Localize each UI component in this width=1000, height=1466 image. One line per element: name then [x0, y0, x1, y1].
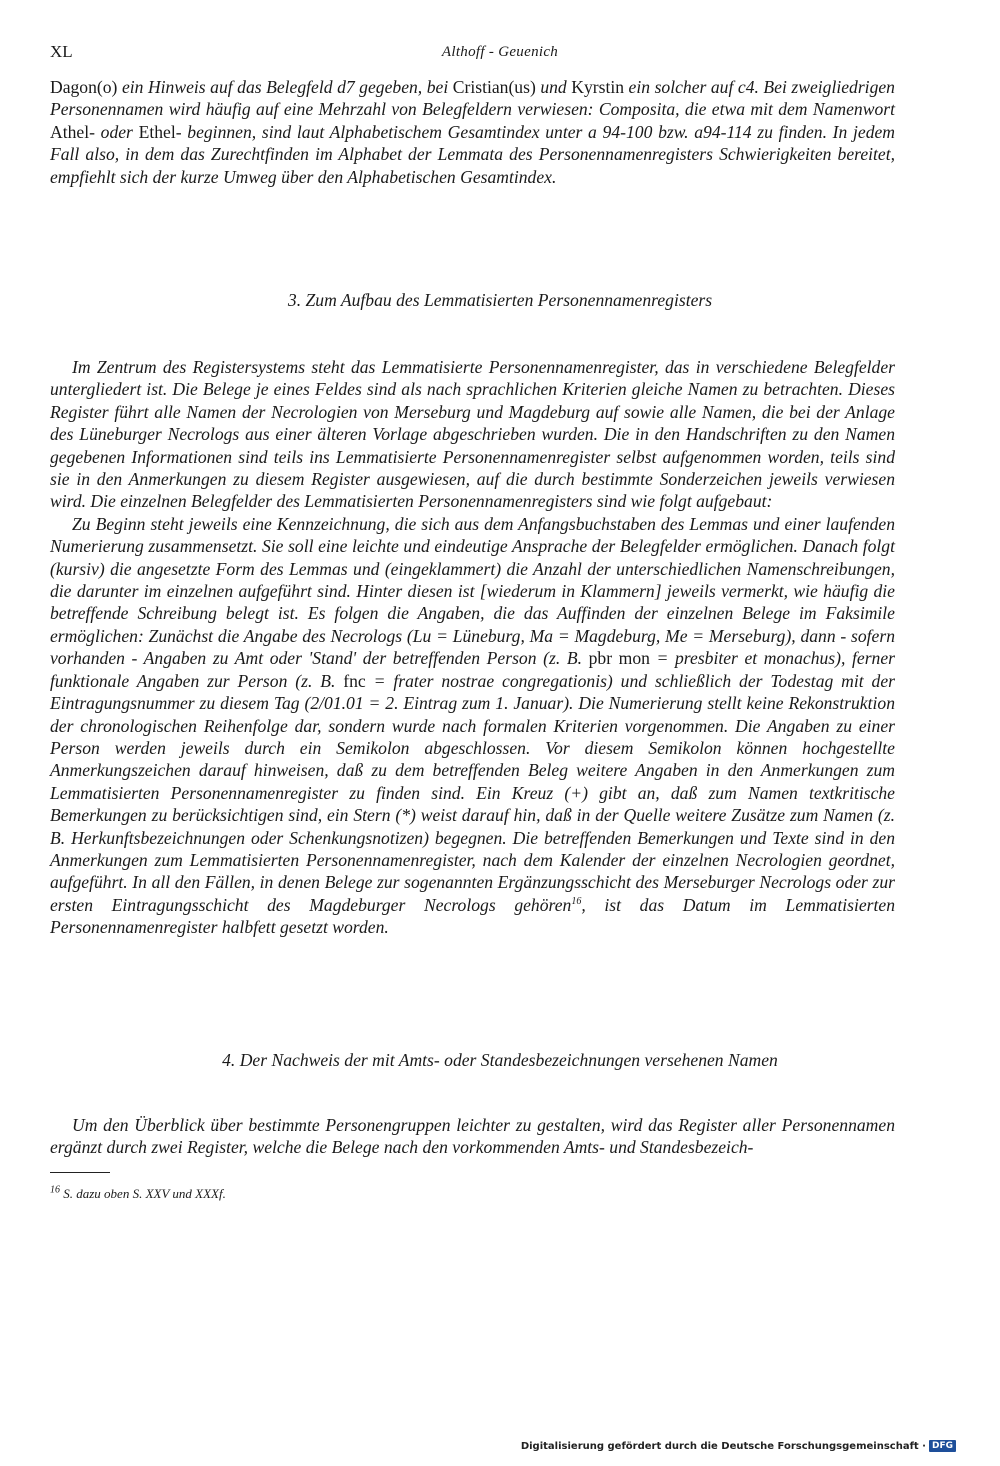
text-run: Im Zentrum des Registersystems steht das Lemmatisierte Personennamenregister, das in verschiedene Belegfelder untergliedert ist. Die Belege je eines Feldes sind als nach sprachlichen Kriterien gleiche Namen zu betrachten. Dieses Register führt alle Namen der Necrologien von Merseburg und Magdeburg auf sowie alle Namen, die bei der Anlage des Lüneburger Necrologs aus einer älteren Vorlage abgeschrieben wurden. Die in den Handschriften zu den Namen gegebenen Informationen sind teils ins Lemmatisierte Personennamenregister selbst aufgenommen worden, teils sind sie in den Anmerkungen zu diesem Register ausgewiesen, auf die durch bestimmte Sonderzeichen jeweils verwiesen wird. Die einzelnen Belegfelder des Lemmatisierten Personennamenregisters sind wie folgt aufgebaut: [50, 357, 895, 512]
intro-paragraph-block [50, 76, 895, 188]
footnote-rule [50, 1172, 110, 1173]
section-3-paragraph-1 [50, 356, 895, 513]
text-run: oder [94, 121, 139, 142]
page-number: XL [50, 42, 73, 61]
text-run: , ist das Datum im Lemmatisierten Personennamenregister halbfett gesetzt worden. [50, 894, 896, 938]
section-3-paragraph-2 [50, 513, 895, 939]
upright-source-term: Ethel- [138, 121, 182, 142]
intro-paragraph [50, 76, 895, 188]
text-run: ein solcher auf c4. Bei zweigliedrigen Personennamen wird häufig auf eine Mehrzahl von Belegfeldern verwiesen: Composita, die etwa mit dem Namenwort [50, 77, 895, 120]
upright-source-term: pbr mon [588, 648, 650, 669]
dfg-logo: DFG [929, 1440, 956, 1452]
section-4-paragraph-1 [50, 1114, 895, 1159]
upright-source-term: Dagon(o) [50, 77, 118, 97]
text-run: beginnen, sind laut Alphabetischem Gesamtindex unter a 94-100 bzw. a94-114 zu finden. In jedem Fall also, in dem das Zurechtfinden im Alphabet der Lemmata des Personennamenregisters Schwierigkeiten bereitet, empfiehlt sich der kurze Umweg über den Alphabetischen Gesamtindex. [50, 121, 896, 187]
running-head: Althoff - Geuenich [441, 44, 559, 60]
upright-source-term: Kyrstin [571, 77, 625, 97]
digitization-note [521, 1440, 956, 1452]
upright-source-term: Athel- [50, 121, 95, 142]
section-4-heading: 4. Der Nachweis der mit Amts- oder Standesbezeichnungen versehenen Namen [222, 1050, 778, 1070]
upright-source-term: Cristian(us) [452, 77, 536, 97]
footnote [50, 1186, 226, 1202]
footnote-number: 16 [50, 1184, 60, 1196]
digitization-text: Digitalisierung gefördert durch die Deutsche Forschungsgemeinschaft · [520, 1440, 926, 1452]
section-4-body [50, 1114, 895, 1159]
text-run: = frater nostrae congregationis) und schließlich der Todestag mit der Eintragungsnummer zu diesem Tag (2/01.01 = 2. Eintrag zum 1. Januar). Die Numerierung stellt keine Rekonstruktion der chronologischen Reihenfolge dar, sondern wurde nach formalen Kriterien vorgenommen. Die Angaben zu einer Person werden jeweils durch ein Semikolon abgeschlossen. Vor diesem Semikolon können hochgestellte Anmerkungszeichen darauf hinweisen, daß zu dem betreffenden Beleg weitere Angaben in den Anmerkungen zum Lemmatisierten Personennamenregister zu finden sind. Ein Kreuz (+) gibt an, daß zum Namen textkritische Bemerkungen zu berücksichtigen sind, ein Stern (*) weist darauf hin, daß in der Quelle weitere Zusätze zum Namen (z. B. Herkunftsbezeichnungen oder Schenkungsnotizen) begegnen. Die betreffenden Bemerkungen und Texte sind in den Anmerkungen zum Lemmatisierten Personennamenregister, nach dem Kalender der einzelnen Necrologien geordnet, aufgeführt. In all den Fällen, in denen Belege zur sogenannten Ergänzungsschicht des Merseburger Necrologs oder zur ersten Eintragungsschicht des Magdeburger Necrologs gehören [50, 670, 895, 915]
section-3-heading: 3. Zum Aufbau des Lemmatisierten Personennamenregisters [287, 290, 713, 310]
text-run: und [535, 77, 572, 97]
upright-source-term: fnc [343, 670, 366, 691]
section-3-body [50, 356, 895, 939]
text-run: Um den Überblick über bestimmte Personengruppen leichter zu gestalten, wird das Register aller Personennamen ergänzt durch zwei Register, welche die Belege nach den vorkommenden Amts- und Standesbezeich- [50, 1115, 895, 1158]
text-run: = presbiter et monachus), ferner funktionale Angaben zur Person (z. B. [50, 648, 895, 691]
text-run: ein Hinweis auf das Belegfeld d7 gegeben, bei [117, 77, 453, 97]
footnote-reference: 16 [571, 895, 582, 907]
footnote-text: S. dazu oben S. XXV und XXXf. [60, 1186, 226, 1201]
text-run: Zu Beginn steht jeweils eine Kennzeichnung, die sich aus dem Anfangsbuchstaben des Lemmas und einer laufenden Numerierung zusammensetzt. Sie soll eine leichte und eindeutige Ansprache der Belegfelder ermöglichen. Danach folgt (kursiv) die angesetzte Form des Lemmas und (eingeklammert) die Anzahl der unterschiedlichen Namenschreibungen, die darunter im einzelnen aufgeführt sind. Hinter diesen ist [wiederum in Klammern] jeweils vermerkt, wie häufig die betreffende Schreibung belegt ist. Es folgen die Angaben, die das Auffinden der einzelnen Belege im Faksimile ermöglichen: Zunächst die Angabe des Necrologs (Lu = Lüneburg, Ma = Magdeburg, Me = Merseburg), dann - sofern vorhanden - Angaben zu Amt oder 'Stand' der betreffenden Person (z. B. [50, 513, 895, 669]
